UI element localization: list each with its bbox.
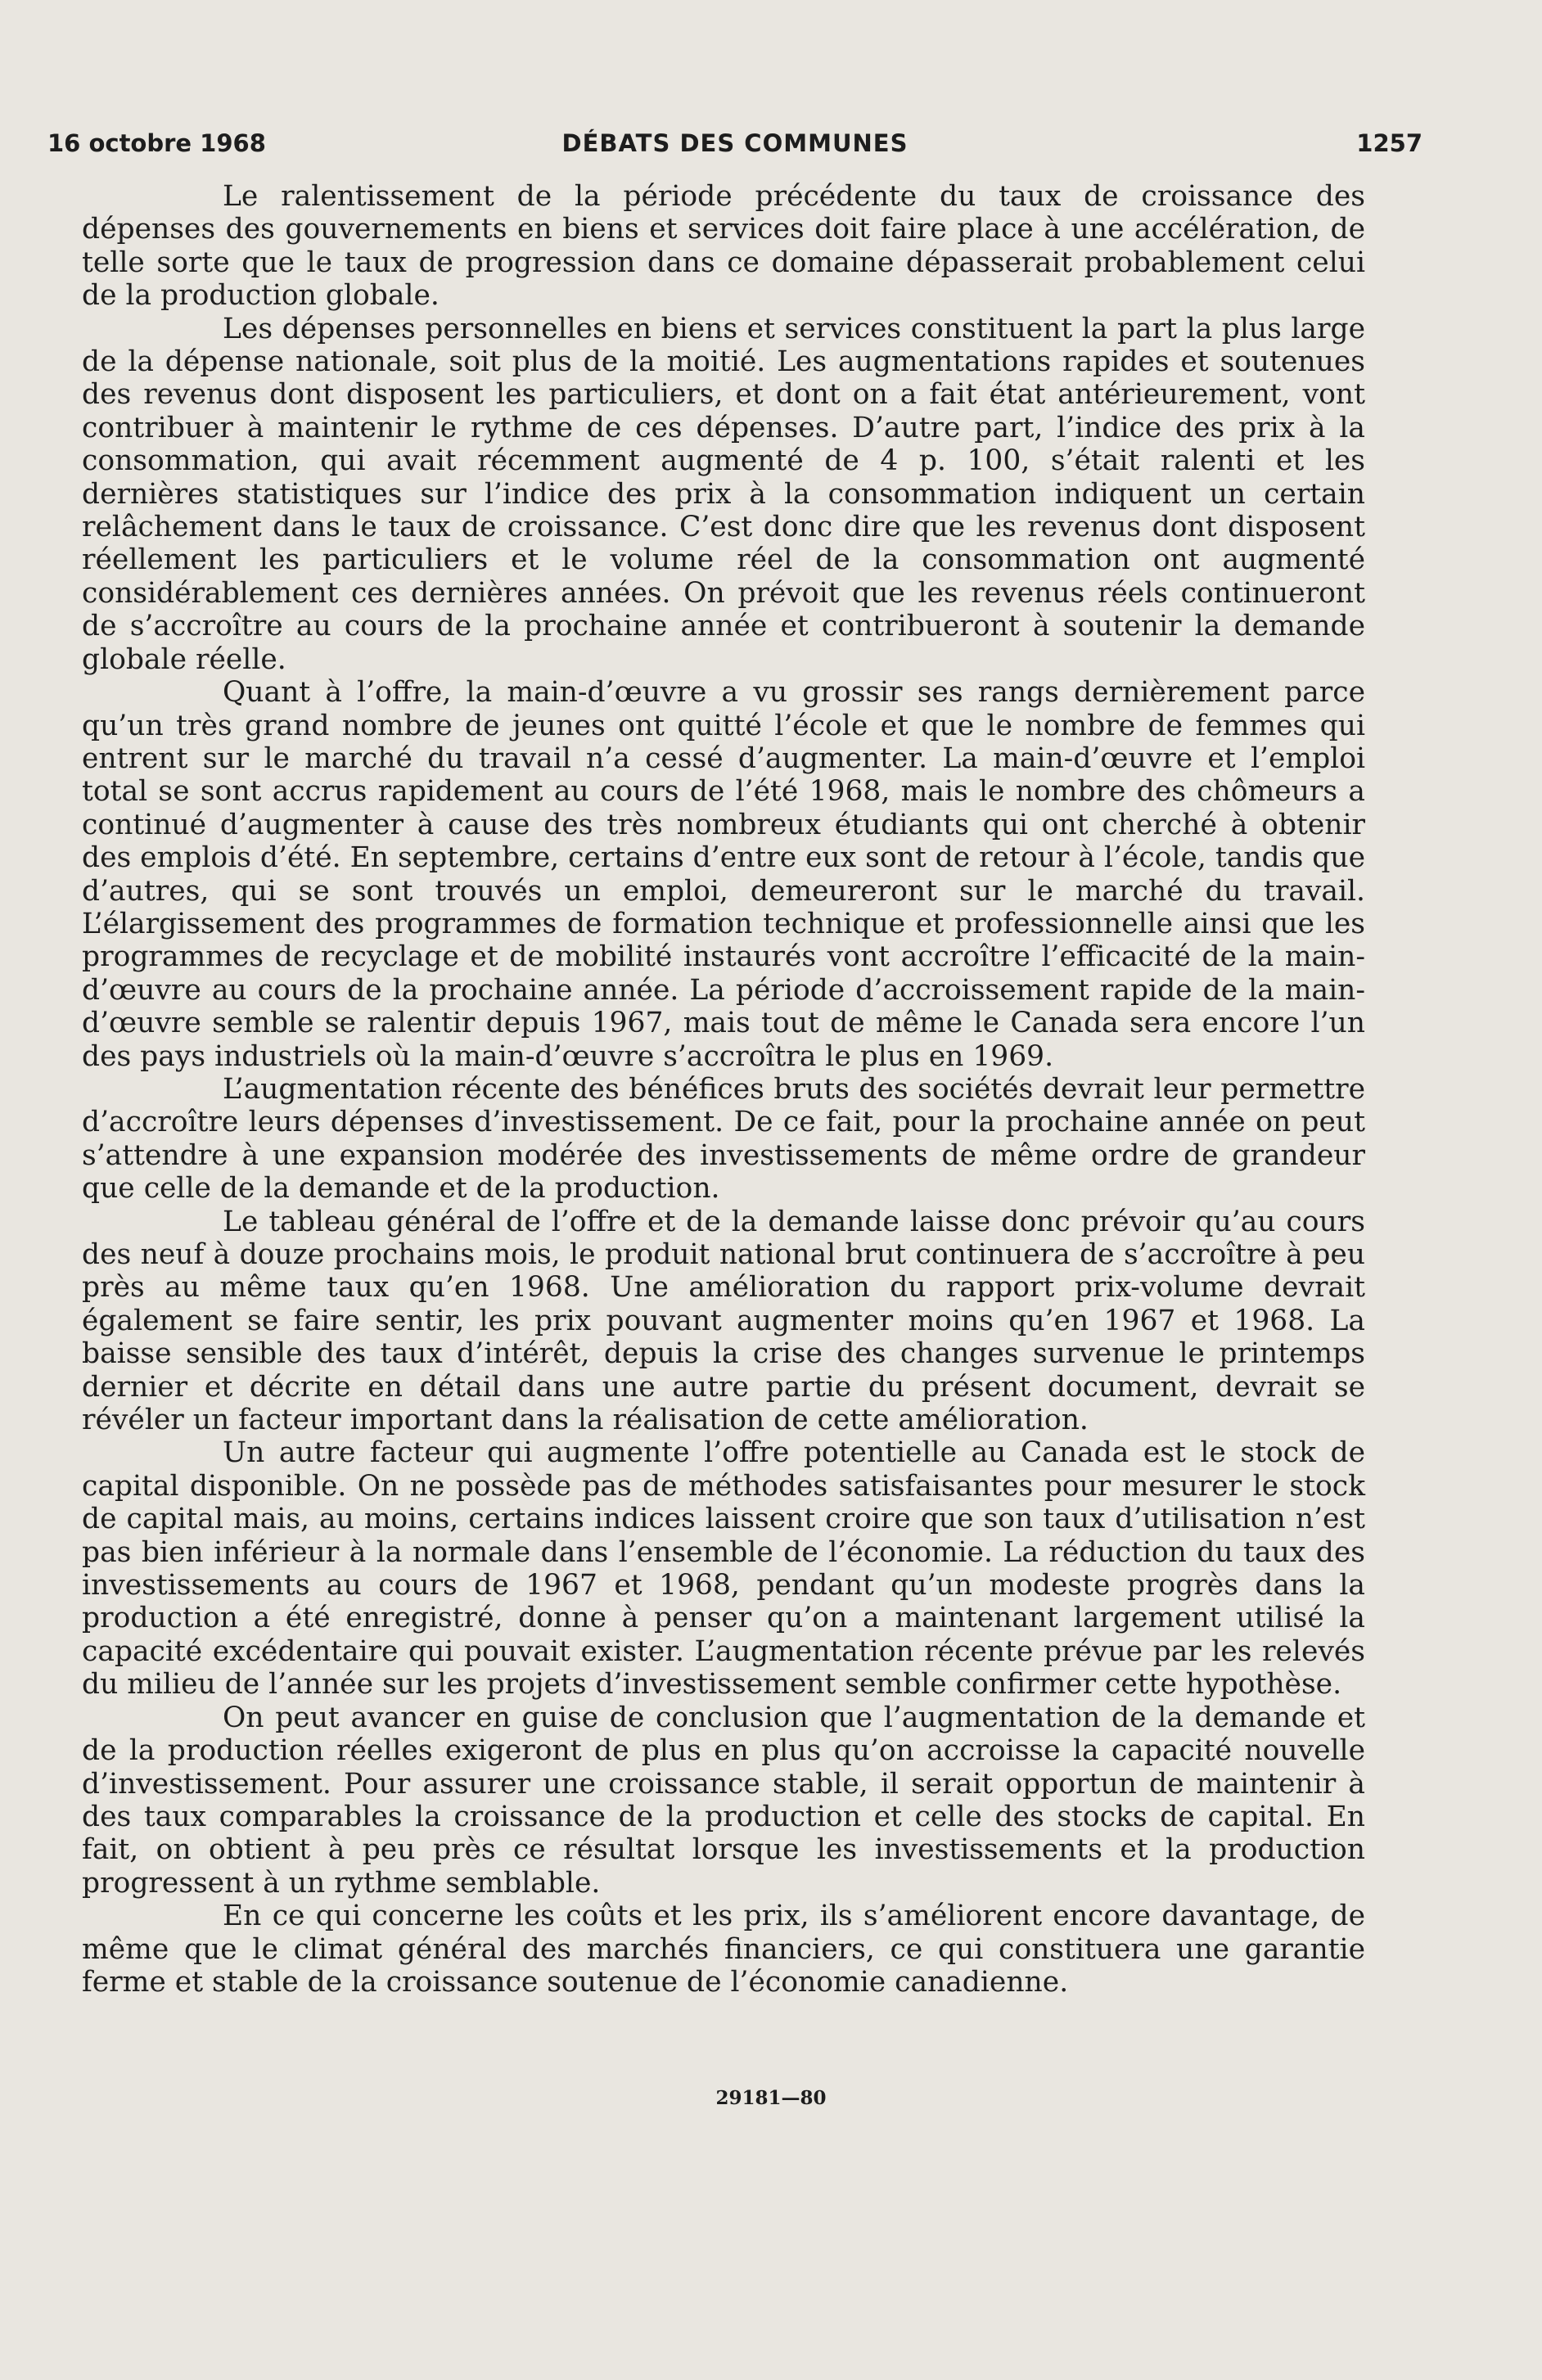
body-text [82,180,1365,1999]
paragraph-3: Quant à l’offre, la main-d’œuvre a vu grossir ses rangs dernièrement parce qu’un très grand nombre de jeunes ont quitté l’école et que le nombre de femmes qui entrent sur le marché du travail n’a cessé d’augmenter. La main-d’œuvre et l’emploi total se sont accrus rapidement au cours de l’été 1968, mais le nombre des chômeurs a continué d’augmenter à cause des très nombreux étudiants qui ont cherché à obtenir des emplois d’été. En septembre, certains d’entre eux sont de retour à l’école, tandis que d’autres, qui se sont trouvés un emploi, demeureront sur le marché du travail. L’élargissement des programmes de formation technique et professionnelle ainsi que les programmes de recyclage et de mobilité instaurés vont accroître l’efficacité de la main-d’œuvre au cours de la prochaine année. La période d’accroissement rapide de la main-d’œuvre semble se ralentir depuis 1967, mais tout de même le Canada sera encore l’un des pays industriels où la main-d’œuvre s’accroîtra le plus en 1969. [82,676,1365,1073]
paragraph-4: L’augmentation récente des bénéfices bruts des sociétés devrait leur permettre d’accroître leurs dépenses d’investissement. De ce fait, pour la prochaine année on peut s’attendre à une expansion modérée des investissements de même ordre de grandeur que celle de la demande et de la production. [82,1072,1365,1206]
paragraph-6: Un autre facteur qui augmente l’offre potentielle au Canada est le stock de capital disponible. On ne possède pas de méthodes satisfaisantes pour mesurer le stock de capital mais, au moins, certains indices laissent croire que son taux d’utilisation n’est pas bien inférieur à la normale dans l’ensemble de l’économie. La réduction du taux des investissements au cours de 1967 et 1968, pendant qu’un modeste progrès dans la production a été enregistré, donne à penser qu’on a maintenant largement utilisé la capacité excédentaire qui pouvait exister. L’augmentation récente prévue par les relevés du milieu de l’année sur les projets d’investissement semble confirmer cette hypothèse. [82,1436,1365,1702]
running-header [47,129,1423,169]
paragraph-8: En ce qui concerne les coûts et les prix, ils s’améliorent encore davantage, de même que le climat général des marchés financiers, ce qui constituera une garantie ferme et stable de la croissance soutenue de l’économie canadienne. [82,1900,1365,1999]
header-date: 16 octobre 1968 [47,129,266,157]
paragraph-7: On peut avancer en guise de conclusion que l’augmentation de la demande et de la production réelles exigeront de plus en plus qu’on accroisse la capacité nouvelle d’investissement. Pour assurer une croissance stable, il serait opportun de maintenir à des taux comparables la croissance de la production et celle des stocks de capital. En fait, on obtient à peu près ce résultat lorsque les investissements et la production progressent à un rythme semblable. [82,1701,1365,1900]
header-journal-title: DÉBATS DES COMMUNES [561,129,909,157]
paragraph-1: Le ralentissement de la période précédente du taux de croissance des dépenses des gouvernements en biens et services doit faire place à une accélération, de telle sorte que le taux de progression dans ce domaine dépasserait probablement celui de la production globale. [82,180,1365,313]
paragraph-2: Les dépenses personnelles en biens et services constituent la part la plus large de la dépense nationale, soit plus de la moitié. Les augmentations rapides et soutenues des revenus dont disposent les particuliers, et dont on a fait état antérieurement, vont contribuer à maintenir le rythme de ces dépenses. D’autre part, l’indice des prix à la consommation, qui avait récemment augmenté de 4 p. 100, s’était ralenti et les dernières statistiques sur l’indice des prix à la consommation indiquent un certain relâchement dans le taux de croissance. C’est donc dire que les revenus dont disposent réellement les particuliers et le volume réel de la consommation ont augmenté considérablement ces dernières années. On prévoit que les revenus réels continueront de s’accroître au cours de la prochaine année et contribueront à soutenir la demande globale réelle. [82,312,1365,676]
paragraph-5: Le tableau général de l’offre et de la demande laisse donc prévoir qu’au cours des neuf à douze prochains mois, le produit national brut continuera de s’accroître à peu près au même taux qu’en 1968. Une amélioration du rapport prix-volume devrait également se faire sentir, les prix pouvant augmenter moins qu’en 1967 et 1968. La baisse sensible des taux d’intérêt, depuis la crise des changes survenue le printemps dernier et décrite en détail dans une autre partie du présent document, devrait se révéler un facteur important dans la réalisation de cette amélioration. [82,1205,1365,1437]
header-page-number: 1257 [1356,129,1423,157]
footer-print-code: 29181—80 [715,2087,827,2109]
